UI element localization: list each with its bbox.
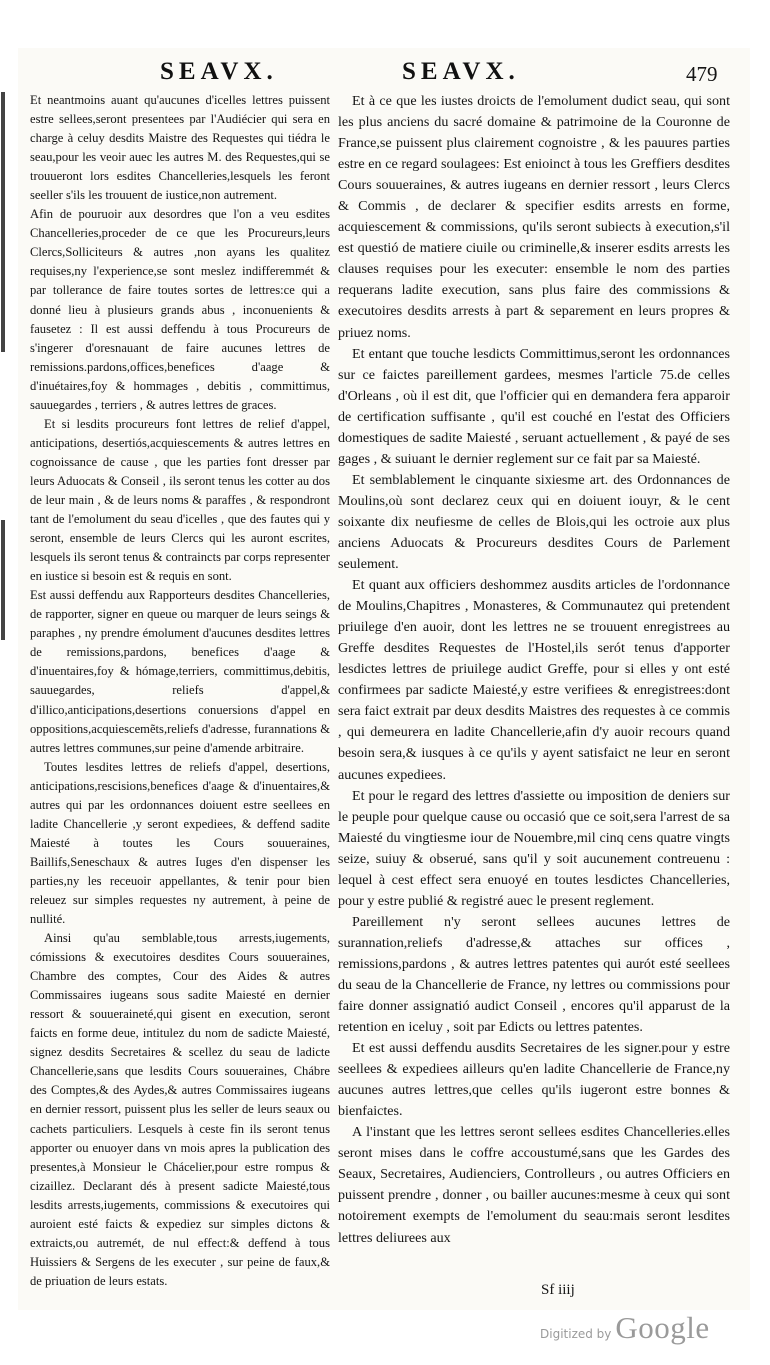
margin-shadow bbox=[1, 520, 5, 640]
google-logo: Google bbox=[615, 1310, 710, 1345]
paragraph: Et pour le regard des lettres d'assiette ou imposition de deniers sur le peuple pour quelque cause ou occasió que ce soit,sera l'arrest de sa Maiesté du vingtiesme iour de Nouembre,mil cinq cens quatre vingts seize, suiuy & obserué, sans qu'il y soit aucunement contreuenu : lequel à cest effect sera enuoyé en toutes lesdictes Chancelleries, pour y estre publié & registré auec le present reglement. bbox=[338, 787, 730, 909]
running-title-left: SEAVX. bbox=[160, 58, 278, 85]
margin-shadow bbox=[1, 92, 5, 352]
signature-mark: Sf iiij bbox=[541, 1282, 575, 1298]
right-text-column bbox=[338, 91, 730, 1249]
paragraph: Pareillement n'y seront sellees aucunes lettres de surannation,reliefs d'adresse,& attaches sur offices , remissions,pardons , & autres lettres patentes qui aurót esté seellees du seau de la Chancellerie de France, ny lettres ou commissions pour faire donner assignatió audict Conseil , encores qu'il apparust de la retention en iceluy , soit par Edicts ou lettres patentes. bbox=[338, 913, 730, 1036]
paragraph: Afin de pouruoir aux desordres que l'on a veu esdites Chancelleries,proceder de ce que les Procureurs,leurs Clercs,Solliciteurs & autres ,non ayans les qualitez requises,ny l'experience,se sont meslez indifferemmét & par tollerance de faire toutes sortes de lettres:ce qui a donné lieu à plusieurs grands abus , inconuenients & fausetez : Il est aussi deffendu à tous Procureurs de s'ingerer d'oresnauant de faire aucunes lettres de remissions.pardons,offices,benefices d'aage & d'inuétaires,foy & hommages , debitis , committimus, sauuegardes , terriers , & autres lettres de graces. bbox=[30, 207, 330, 412]
page-number: 479 bbox=[686, 62, 718, 86]
digitized-by-text: Digitized by bbox=[540, 1327, 612, 1341]
running-title-right: SEAVX. bbox=[402, 58, 520, 85]
paragraph: Et à ce que les iustes droicts de l'emolument dudict seau, qui sont les plus anciens du sacré domaine & patrimoine de la Couronne de France,se puissent plus clairement cognoistre , & les pauures parties estre en ce regard soulagees: Est enioinct à tous les Greffiers desdites Cours souueraines, & autres iugeans en dernier ressort , leurs Clercs & Commis , de declarer & specifier esdits arrests en forme, acquiescement & commissions, qu'ils seront subiects à execution,s'il est questió de matiere ciuile ou criminelle,& inserer esdits arrests les clauses requises pour les executer: ensemble le nom des parties requerans ladite execution, sans plus faire des commissions & executoires desdits arrests à part & separement en leurs propres & priuez noms. bbox=[338, 93, 730, 341]
paragraph: A l'instant que les lettres seront sellees esdites Chancelleries.elles seront mises dans le coffre accoustumé,sans que les Gardes des Seaux, Secretaires, Audienciers, Controlleurs , ou autres Officiers en puissent prendre , donner , ou bailler aucunes:mesme à ceux qui sont notoirement exempts de l'emolument du seau:mais seront lesdites lettres deliurees aux bbox=[338, 1124, 730, 1246]
paragraph: Et est aussi deffendu ausdits Secretaires de les signer.pour y estre seellees & expediees ailleurs qu'en ladite Chancellerie de France,ny aucunes autres lettres,que celles qu'ils iugeront estre bonnes & bienfaictes. bbox=[338, 1040, 730, 1120]
paragraph: Et quant aux officiers deshommez ausdits articles de l'ordonnance de Moulins,Chapitres , Monasteres, & Communautez qui pretendent priuilege d'en auoir, dont les lettres ne se trouuent enregistrees au Greffe desdites Requestes de l'Hostel,ils serót tenus d'apporter lesdictes lettres de priuilege audict Greffe, pour si elles y ont esté confirmees par sadicte Maiesté,y estre verifiees & enregistrees:dont sera faict extrait par deux desdits Maistres des requestes à ce commis , qui demeurera en ladite Chancellerie,afin d'y auoir recours quand besoin sera,& iusques à ce qu'ils y ayent satisfaict ne leur en seront aucunes expediees. bbox=[338, 577, 730, 783]
left-text-column bbox=[30, 91, 330, 1291]
paragraph: Ainsi qu'au semblable,tous arrests,iugements, cómissions & executoires desdites Cours souueraines, Chambre des comptes, Cour des Aides & autres Commissaires iugeans sous sadite Maiesté en dernier ressort & souueraineté,qui gisent en execution, seront faicts en forme deue, intitulez du nom de sadicte Maiesté, signez desdits Secretaires & scellez du seau de ladicte Chancellerie,sans que lesdits Cours souueraines, Chábre des Comptes,& des Aydes,& autres Commissaires iugeans en dernier ressort, puissent plus les seller de leurs seaux ou cachets particuliers. Lesquels à ceste fin ils seront tenus apporter ou enuoyer dans vn mois apres la publication des presentes,à Monsieur le Chácelier,pour estre rompus & cizaillez. Declarant dés à present sadicte Maiesté,tous lesdits arrests,iugements, commissions & executoires qui auroient esté faicts & expediez sur simples dictons & extraicts,ou autremét, de nul effect:& deffend à tous Huissiers & Sergens de les executer , sur peine de faux,& de priuation de leurs estats. bbox=[30, 931, 330, 1288]
paragraph: Toutes lesdites lettres de reliefs d'appel, desertions, anticipations,rescisions,benefices d'aage & d'inuentaires,& autres qui par les ordonnances doiuent estre seellees en ladite Chancellerie ,y seront expediees, & deffend sadite Maiesté à toutes les Cours souueraines, Baillifs,Seneschaux & autres Iuges d'en dispenser les parties,ny les receuoir appellantes, & tenir pour bien releuez sur simples requestes ny autrement, à peine de nullité. bbox=[30, 759, 330, 927]
digitized-watermark bbox=[540, 1310, 710, 1346]
paragraph: Est aussi deffendu aux Rapporteurs desdites Chancelleries, de rapporter, signer en queue ou marquer de leurs seings & paraphes , ny prendre émolument d'aucunes desdites lettres de remissions,pardons, benefices d'aage & d'inuentaires,foy & hómage,terriers, committimus,debitis, sauuegardes, reliefs d'appel,& d'illico,anticipations,desertions conuersions d'appel en oppositions,acquiescemẽts,reliefs d'adresse, furannations & autres lettres communes,sur peine d'amende arbitraire. bbox=[30, 588, 330, 755]
paragraph: Et entant que touche lesdicts Committimus,seront les ordonnances sur ce faictes pareillement gardees, mesmes l'article 75.de celles d'Orleans , où il est dit, que l'officier qui en demandera fera apparoir de certification suffisante , qu'il est couché en l'estat des Officiers domestiques de sadite Maiesté , seruant actuellement , & payé de ses gages , & suiuant le dernier reglement sur ce fait par sa Maiesté. bbox=[338, 345, 730, 467]
paragraph: Et si lesdits procureurs font lettres de relief d'appel, anticipations, desertiós,acquiescements & autres lettres en cognoissance de cause , que les parties font dresser par leurs Aduocats & Conseil , ils seront tenus les cotter au dos de leur main , & de leurs noms & paraffes , & respondront tant de l'emolument du seau d'icelles , que des fautes qui y seront, ensemble de leurs Clercs qui les auront escrites, lesquels ils seront tenus & contraincts par corps representer en iustice si besoin est & requis en sont. bbox=[30, 416, 330, 584]
paragraph: Et semblablement le cinquante sixiesme art. des Ordonnances de Moulins,où sont declarez ceux qui en doiuent iouyr, & le cent soixante dix neufiesme de celles de Blois,qui les octroie aux plus anciens Aduocats & Procureurs desdites Cours de Parlement seulement. bbox=[338, 471, 730, 573]
paragraph: Et neantmoins auant qu'aucunes d'icelles lettres puissent estre sellees,seront presentees par l'Audiécier qui sera en charge à celuy desdits Maistre des Requestes qui tiédra le seau,pour les veoir auec les autres M. des Requestes,qui se trouueront lors esdites Chancelleries,lesquels les feront seeller s'ils les trouuent de iustice,non autrement. bbox=[30, 93, 330, 203]
